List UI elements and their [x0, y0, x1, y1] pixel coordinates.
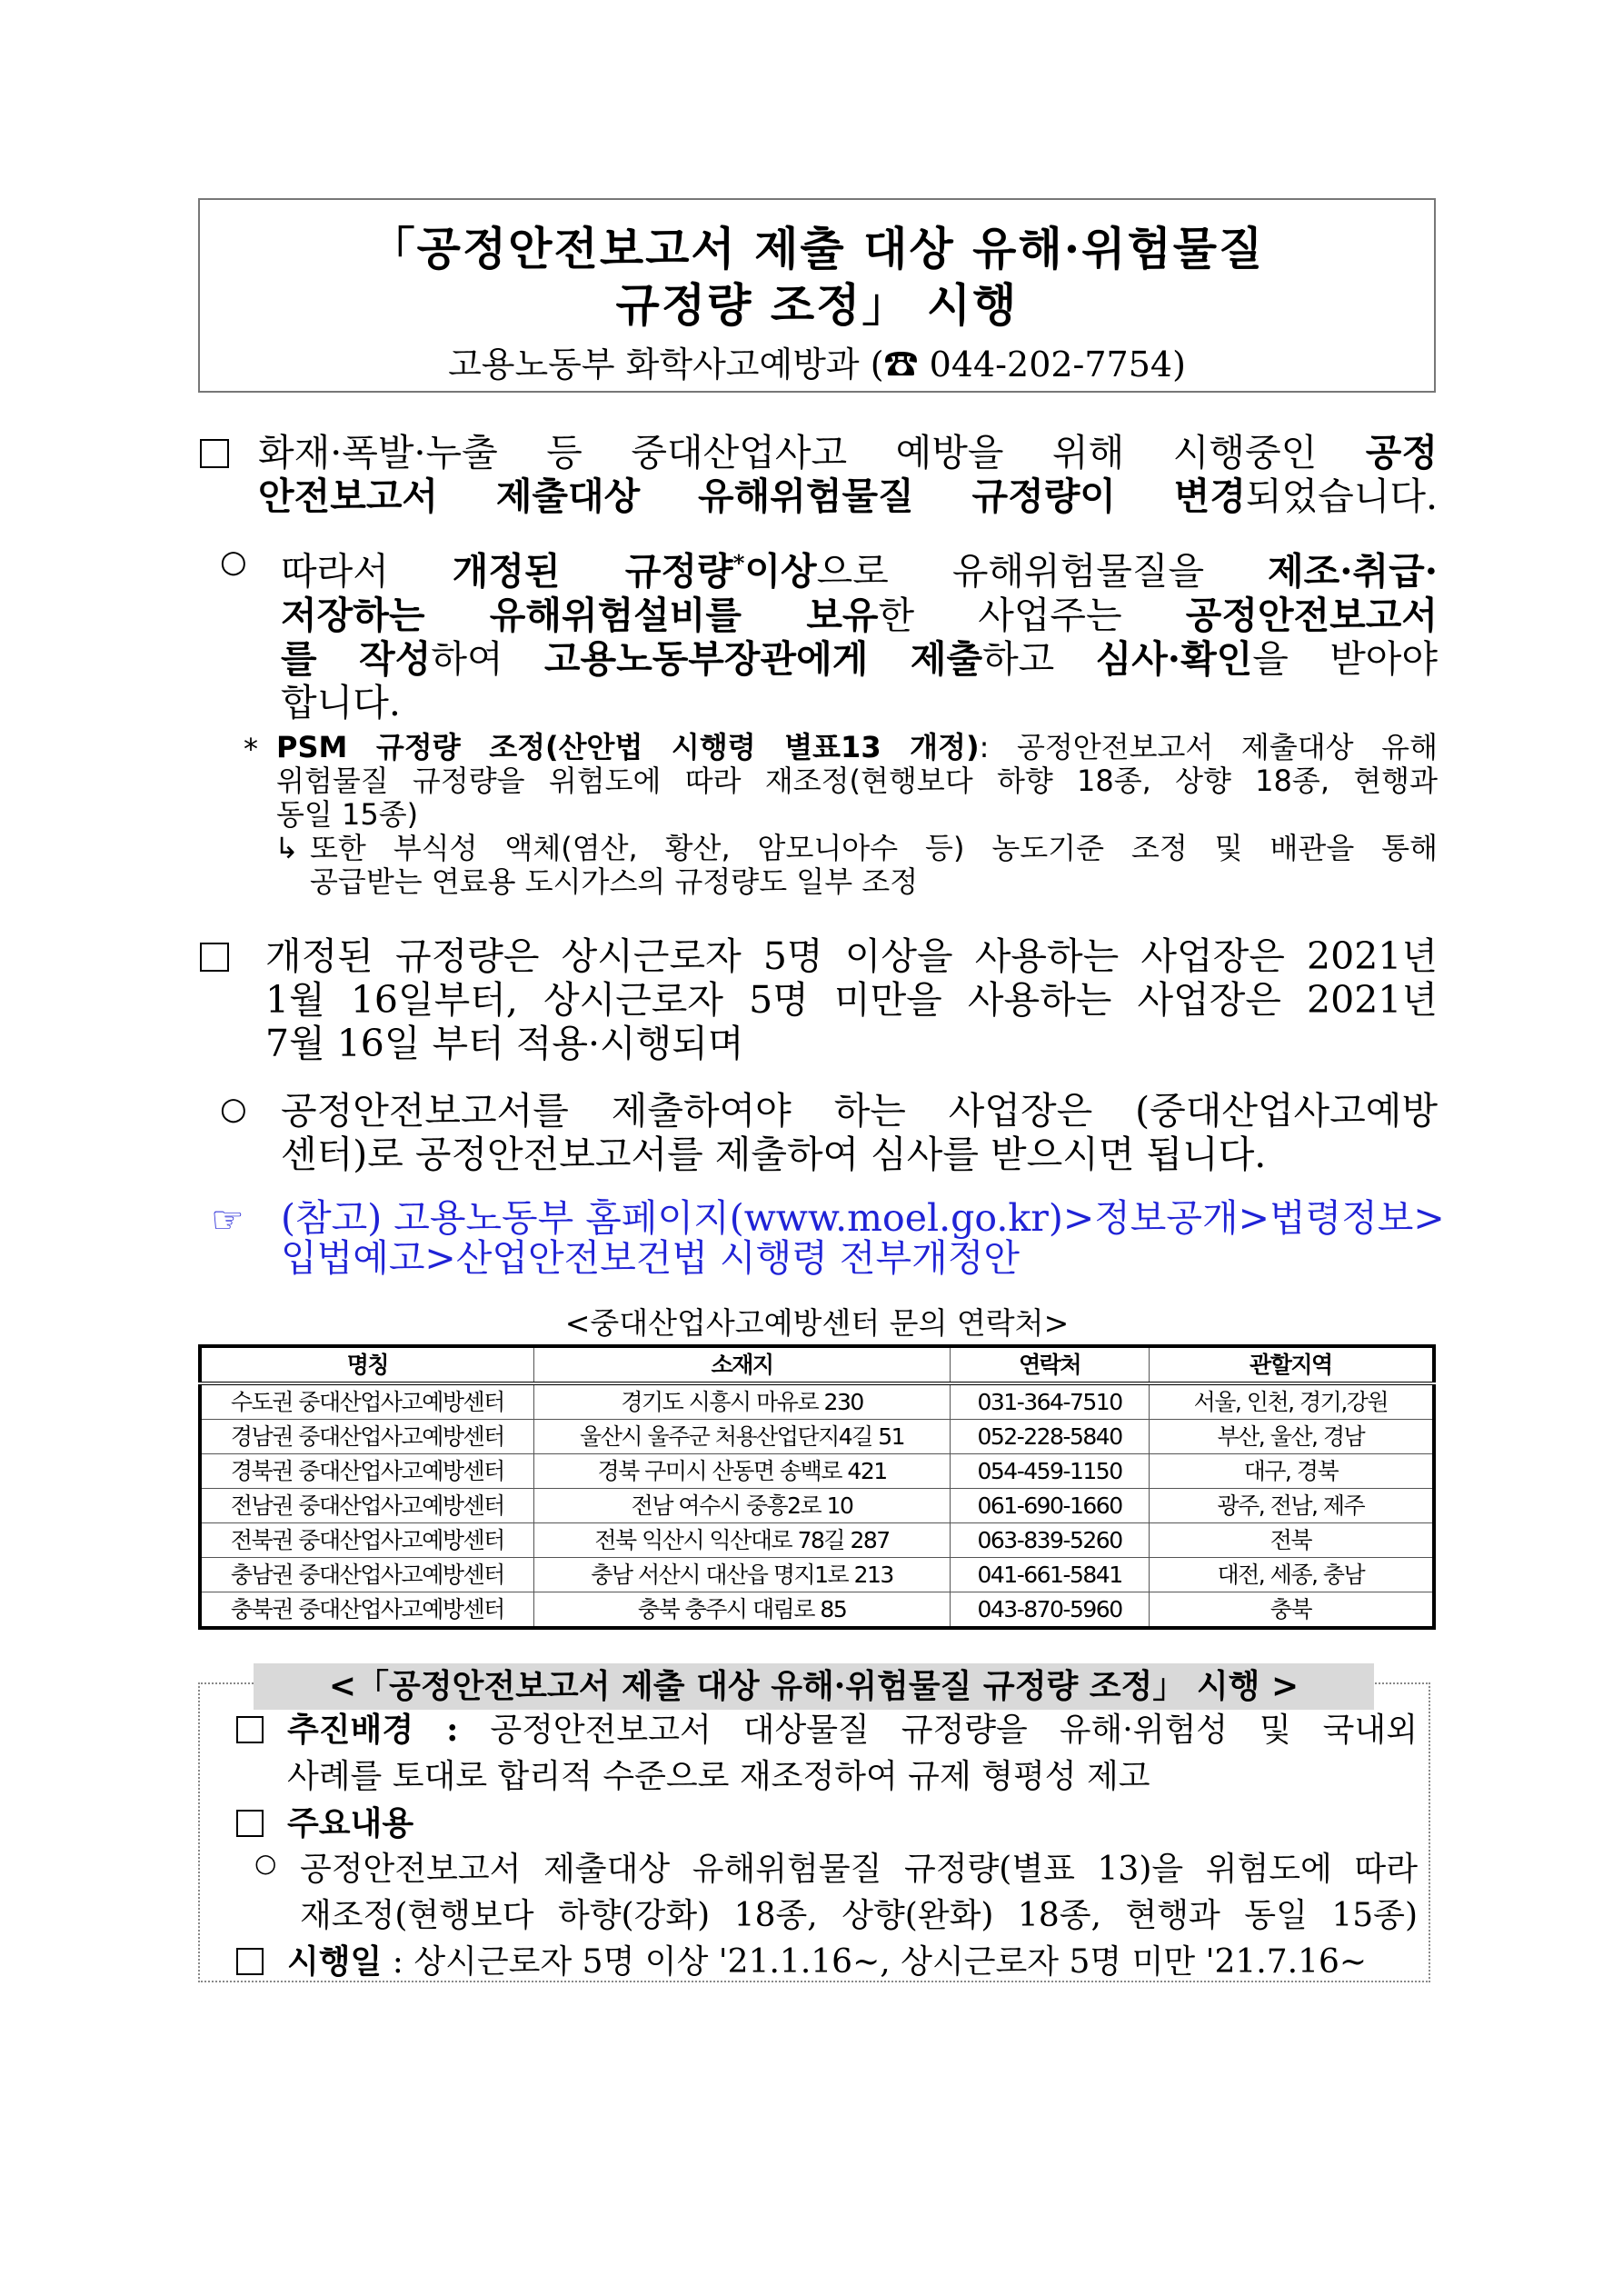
- note-psm-adjustment: [276, 731, 1438, 832]
- department-contact: [200, 336, 1434, 386]
- text-segment: 한 사업주는: [878, 593, 1186, 637]
- text-segment: (참고) 고용노동부 홈페이지(www.moel.go.kr)>정보공개>법령정보>: [281, 1196, 1445, 1240]
- bold-text: 안전보고서 제출대상 유해위험물질 규정량이 변경: [258, 474, 1246, 518]
- center-name: 충남권 중대산업사고예방센터: [200, 1558, 533, 1592]
- text-line: [281, 1089, 1438, 1133]
- bold-text: 추진배경 :: [287, 1711, 459, 1749]
- reference-link[interactable]: [281, 1196, 1445, 1280]
- square-bullet-icon: [236, 1810, 264, 1837]
- center-region: 대구, 경북: [1149, 1454, 1434, 1489]
- center-address: 충남 서산시 대산읍 명지1로 213: [533, 1558, 951, 1592]
- summary-background: [287, 1707, 1418, 1800]
- table-header-row: [200, 1346, 1434, 1383]
- center-address: 전북 익산시 익산대로 78길 287: [533, 1523, 951, 1558]
- text-segment: 센터)로 공정안전보고서를 제출하여 심사를 받으시면 됩니다.: [281, 1133, 1267, 1176]
- text-line: [281, 542, 1438, 594]
- document-title-line1: 「공정안전보고서 제출 대상 유해·위험물질: [369, 222, 1265, 275]
- summary-main-detail: [300, 1846, 1418, 1939]
- center-region: 광주, 전남, 제주: [1149, 1489, 1434, 1523]
- table-row: [200, 1523, 1434, 1558]
- text-line: [276, 731, 1438, 764]
- bold-text: 고용노동부장관에게 제출: [543, 636, 983, 681]
- summary-header: <「공정안전보고서 제출 대상 유해·위험물질 규정량 조정」 시행 >: [254, 1663, 1374, 1710]
- center-address: 울산시 울주군 처용산업단지4길 51: [533, 1420, 951, 1454]
- center-region: 부산, 울산, 경남: [1149, 1420, 1434, 1454]
- text-segment: 또한 부식성 액체(염산, 황산, 암모니아수 등) 농도기준 조정 및 배관을 통해: [310, 831, 1438, 865]
- text-segment: 공정안전보고서를 제출하여야 하는 사업장은 (중대산업사고예방: [281, 1089, 1438, 1133]
- table-row: [200, 1592, 1434, 1629]
- paragraph-submission: [281, 1089, 1438, 1176]
- text-segment: 동일 15종): [276, 797, 419, 832]
- center-region: 전북: [1149, 1523, 1434, 1558]
- bold-text: 개정된 규정량: [452, 549, 733, 594]
- text-segment: 공정안전보고서 제출대상 유해위험물질 규정량(별표 13)을 위험도에 따라: [300, 1851, 1418, 1888]
- table-row: [200, 1420, 1434, 1454]
- table-row: [200, 1383, 1434, 1420]
- note-corrosive-liquids: [310, 832, 1438, 899]
- text-segment: : 상시근로자 5명 이상 '21.1.16~, 상시근로자 5명 미만 '21.7.16~: [382, 1943, 1368, 1981]
- text-segment: 으로 유해위험물질을: [816, 549, 1268, 594]
- text-line: [265, 934, 1438, 978]
- text-segment: 개정된 규정량은 상시근로자 5명 이상을 사용하는 사업장은 2021년: [265, 934, 1438, 978]
- text-line: [265, 1022, 1438, 1065]
- text-line: [258, 431, 1438, 474]
- center-phone: 052-228-5840: [951, 1420, 1149, 1454]
- contact-table: [198, 1344, 1436, 1630]
- text-segment: 입법예고>산업안전보건법 시행령 전부개정안: [281, 1236, 1020, 1280]
- text-segment: 하고: [982, 636, 1096, 681]
- bold-text: 제조·취급·: [1268, 549, 1438, 594]
- center-phone: 063-839-5260: [951, 1523, 1149, 1558]
- text-segment: *: [732, 550, 745, 576]
- text-segment: 따라서: [281, 549, 453, 594]
- bold-text: 저장하는 유해위험설비를 보유: [281, 593, 879, 637]
- center-phone: 043-870-5960: [951, 1592, 1149, 1629]
- header-address: 소재지: [533, 1346, 951, 1383]
- center-address: 경북 구미시 산동면 송백로 421: [533, 1454, 951, 1489]
- text-segment: 공정안전보고서 대상물질 규정량을 유해·위험성 및 국내외: [458, 1712, 1418, 1749]
- circle-bullet-icon: ○: [220, 1091, 247, 1127]
- text-line: [310, 832, 1438, 865]
- center-address: 전남 여수시 중흥2로 10: [533, 1489, 951, 1523]
- text-line: [287, 1753, 1418, 1800]
- text-line: [276, 798, 1438, 832]
- table-row: [200, 1489, 1434, 1523]
- text-segment: : 공정안전보고서 제출대상 유해: [979, 730, 1438, 764]
- header-phone: 연락처: [951, 1346, 1149, 1383]
- paragraph-obligation: [281, 542, 1438, 724]
- text-segment: 공급받는 연료용 도시가스의 규정량도 일부 조정: [310, 864, 919, 899]
- center-phone: 054-459-1150: [951, 1454, 1149, 1489]
- bold-text: 를 작성: [281, 636, 432, 681]
- bold-text: 시행일: [287, 1942, 383, 1981]
- text-segment: 하여: [431, 636, 544, 681]
- center-name: 경북권 중대산업사고예방센터: [200, 1454, 533, 1489]
- text-line: [300, 1892, 1418, 1939]
- summary-main-content: [287, 1801, 1418, 1847]
- summary-effective-date: [287, 1939, 1418, 1985]
- center-name: 전남권 중대산업사고예방센터: [200, 1489, 533, 1523]
- bold-text: PSM 규정량 조정(산안법 시행령 별표13 개정): [276, 730, 980, 764]
- text-segment: 위험물질 규정량을 위험도에 따라 재조정(현행보다 하향 18종, 상향 18종, 현행과: [276, 764, 1438, 798]
- text-line: [287, 1801, 1418, 1847]
- text-line: [281, 1133, 1438, 1176]
- bold-text: 공정안전보고서: [1185, 593, 1438, 637]
- center-name: 전북권 중대산업사고예방센터: [200, 1523, 533, 1558]
- text-line: [265, 978, 1438, 1022]
- text-line: [281, 594, 1438, 637]
- paragraph-psm-change: [258, 431, 1438, 518]
- center-name: 경남권 중대산업사고예방센터: [200, 1420, 533, 1454]
- center-address: 경기도 시흥시 마유로 230: [533, 1383, 951, 1420]
- text-line: [281, 1196, 1445, 1240]
- pointing-hand-icon: ☞: [211, 1198, 244, 1242]
- center-region: 서울, 인천, 경기,강원: [1149, 1383, 1434, 1420]
- text-line: [287, 1939, 1418, 1985]
- square-bullet-icon: [200, 439, 229, 468]
- text-segment: 1월 16일부터, 상시근로자 5명 미만을 사용하는 사업장은 2021년: [265, 978, 1438, 1022]
- bold-text: 이상: [744, 549, 817, 594]
- bold-text: 공정: [1365, 431, 1438, 474]
- department-name: 고용노동부 화학사고예방과 (: [448, 344, 884, 384]
- center-phone: 041-661-5841: [951, 1558, 1149, 1592]
- text-segment: 재조정(현행보다 하향(강화) 18종, 상향(완화) 18종, 현행과 동일 15종): [300, 1897, 1418, 1934]
- square-bullet-icon: [236, 1948, 264, 1975]
- text-line: [300, 1846, 1418, 1892]
- document-title-line2: 규정량 조정」 시행: [615, 278, 1019, 332]
- text-segment: 되었습니다.: [1245, 474, 1438, 518]
- text-line: [281, 1238, 1438, 1278]
- square-bullet-icon: [200, 943, 229, 972]
- paragraph-effective-dates: [265, 934, 1438, 1065]
- text-segment: 화재·폭발·누출 등 중대산업사고 예방을 위해 시행중인: [258, 431, 1366, 474]
- text-line: [281, 681, 1438, 724]
- text-segment: 7월 16일 부터 적용·시행되며: [265, 1022, 744, 1065]
- text-line: [276, 764, 1438, 798]
- center-name: 수도권 중대산업사고예방센터: [200, 1383, 533, 1420]
- table-row: [200, 1558, 1434, 1592]
- title-box: [198, 198, 1436, 393]
- text-segment: 합니다.: [281, 680, 401, 724]
- text-segment: 을 받아야: [1252, 636, 1439, 681]
- phone-number: 044-202-7754): [918, 344, 1186, 384]
- text-line: [310, 865, 1438, 899]
- text-line: [281, 637, 1438, 681]
- header-name: 명칭: [200, 1346, 533, 1383]
- text-line: [258, 474, 1438, 518]
- header-region: 관할지역: [1149, 1346, 1434, 1383]
- return-arrow-icon: ↳: [274, 831, 299, 865]
- text-segment: 사례를 토대로 합리적 수준으로 재조정하여 규제 형평성 제고: [287, 1758, 1150, 1795]
- bold-text: 주요내용: [287, 1804, 414, 1842]
- text-line: [287, 1707, 1418, 1753]
- square-bullet-icon: [236, 1716, 264, 1743]
- center-region: 대전, 세종, 충남: [1149, 1558, 1434, 1592]
- circle-bullet-icon: ○: [254, 1848, 277, 1878]
- center-name: 충북권 중대산업사고예방센터: [200, 1592, 533, 1629]
- center-region: 충북: [1149, 1592, 1434, 1629]
- phone-icon: ☎: [883, 344, 919, 384]
- table-caption: <중대산업사고예방센터 문의 연락처>: [564, 1305, 1070, 1341]
- circle-bullet-icon: ○: [220, 544, 247, 580]
- center-phone: 061-690-1660: [951, 1489, 1149, 1523]
- center-address: 충북 충주시 대림로 85: [533, 1592, 951, 1629]
- asterisk-note-marker: *: [244, 732, 258, 766]
- table-row: [200, 1454, 1434, 1489]
- center-phone: 031-364-7510: [951, 1383, 1149, 1420]
- bold-text: 심사·확인: [1095, 636, 1253, 681]
